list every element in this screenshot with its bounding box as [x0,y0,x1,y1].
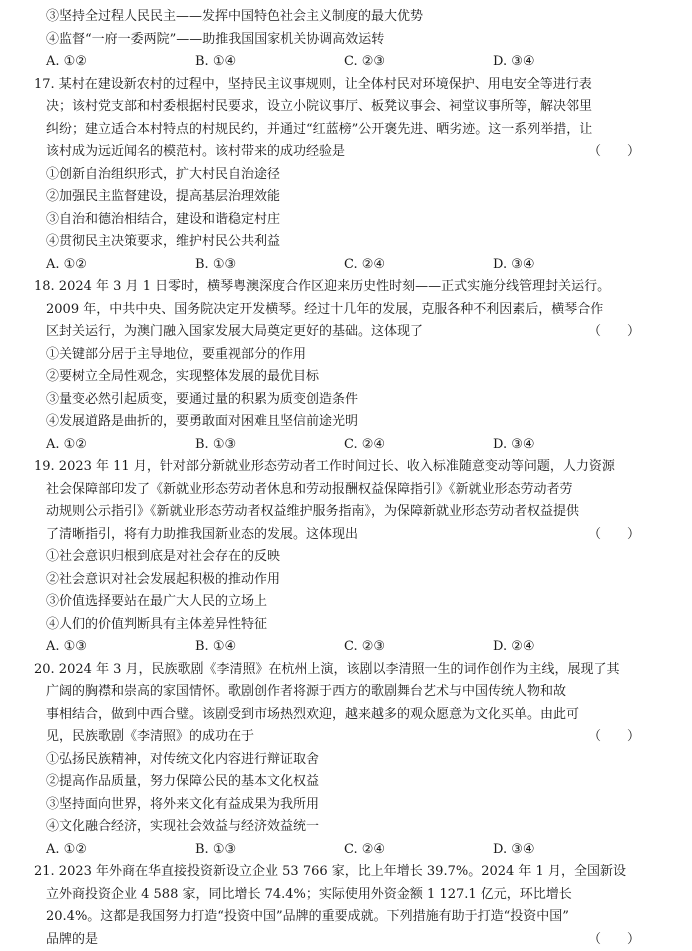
question-stem-line: 20.4%。这都是我国努力打造“投资中国”品牌的重要成就。下列措施有助于打造“投资中国” [34,906,658,929]
question-stem-text: 区封关运行，为澳门融入国家发展大局奠定更好的基础。这体现了 [46,321,423,344]
answer-choice[interactable]: D. ②④ [493,636,642,659]
question-stem-line [34,524,658,547]
answer-blank[interactable]: （ ） [588,929,658,951]
question-stem-text: 品牌的是 [46,929,98,951]
option-statement: ①社会意识归根到底是对社会存在的反映 [34,546,658,569]
option-statement: ④发展道路是曲折的，要勇敢面对困难且坚信前途光明 [34,411,658,434]
answer-blank[interactable]: （ ） [588,141,658,164]
answer-choice[interactable]: B. ①③ [195,254,344,277]
option-statement: ③价值选择要站在最广大人民的立场上 [34,591,658,614]
option-statement: ③坚持全过程人民民主——发挥中国特色社会主义制度的最大优势 [34,6,658,29]
option-statement: ④贯彻民主决策要求，维护村民公共利益 [34,231,658,254]
prev-question-tail [34,6,658,74]
answer-choices [34,254,658,277]
question-stem-line: 动规则公示指引》《新就业形态劳动者权益维护服务指南》，为保障新就业形态劳动者权益提供 [34,501,658,524]
option-statement: ②加强民主监督建设，提高基层治理效能 [34,186,658,209]
question-stem-line: 立外商投资企业 4 588 家，同比增长 74.4%；实际使用外资金额 1 127.1 亿元，环比增长 [34,884,658,907]
answer-choices [34,51,658,74]
answer-choice[interactable]: D. ③④ [493,254,642,277]
option-statement: ②要树立全局性观念，实现整体发展的最优目标 [34,366,658,389]
answer-choice[interactable]: A. ①② [46,434,195,457]
answer-choices [34,434,658,457]
question-stem-text: 见，民族歌剧《李清照》的成功在于 [46,726,254,749]
answer-choice[interactable]: B. ①③ [195,839,344,862]
question-stem-line [34,321,658,344]
answer-choice[interactable]: C. ②④ [344,254,493,277]
question-stem-line [34,726,658,749]
question-stem-line [34,141,658,164]
question-stem-line: 19. 2023 年 11 月，针对部分新就业形态劳动者工作时间过长、收入标准随意变动等问题，人力资源 [34,456,658,479]
answer-choice[interactable]: C. ②③ [344,636,493,659]
question-stem-line: 纠纷；建立适合本村特点的村规民约，并通过“红蓝榜”公开褒先进、晒劣迹。这一系列举措，让 [34,119,658,142]
option-statement: ①弘扬民族精神，对传统文化内容进行辩证取舍 [34,749,658,772]
answer-choice[interactable]: D. ③④ [493,434,642,457]
option-statement: ③坚持面向世界，将外来文化有益成果为我所用 [34,794,658,817]
question-19 [34,456,658,659]
question-18 [34,276,658,456]
answer-choice[interactable]: A. ①② [46,254,195,277]
option-statement: ④监督“一府一委两院”——助推我国国家机关协调高效运转 [34,29,658,52]
question-stem-line: 社会保障部印发了《新就业形态劳动者休息和劳动报酬权益保障指引》《新就业形态劳动者劳 [34,479,658,502]
question-stem-line: 20. 2024 年 3 月，民族歌剧《李清照》在杭州上演，该剧以李清照一生的词作创作为主线，展现了其 [34,659,658,682]
question-stem-line [34,929,658,951]
option-statement: ①关键部分居于主导地位，要重视部分的作用 [34,344,658,367]
answer-blank[interactable]: （ ） [588,524,658,547]
answer-choice[interactable]: B. ①④ [195,636,344,659]
question-stem-text: 了清晰指引，将有力助推我国新业态的发展。这体现出 [46,524,358,547]
question-stem-line: 决；该村党支部和村委根据村民要求，设立小院议事厅、板凳议事会、祠堂议事所等，解决邻里 [34,96,658,119]
answer-choice[interactable]: D. ③④ [493,839,642,862]
answer-choice[interactable]: C. ②④ [344,839,493,862]
option-statement: ④文化融合经济，实现社会效益与经济效益统一 [34,816,658,839]
answer-choice[interactable]: A. ①③ [46,636,195,659]
option-statement: ④人们的价值判断具有主体差异性特征 [34,614,658,637]
question-stem-line: 17. 某村在建设新农村的过程中，坚持民主议事规则，让全体村民对环境保护、用电安全等进行表 [34,74,658,97]
answer-choice[interactable]: D. ③④ [493,51,642,74]
option-statement: ②提高作品质量，努力保障公民的基本文化权益 [34,771,658,794]
question-stem-line: 广阔的胸襟和崇高的家国情怀。歌剧创作者将源于西方的歌剧舞台艺术与中国传统人物和故 [34,681,658,704]
answer-choices [34,636,658,659]
option-statement: ③量变必然引起质变，要通过量的积累为质变创造条件 [34,389,658,412]
question-stem-text: 该村成为远近闻名的模范村。该村带来的成功经验是 [46,141,345,164]
question-21 [34,861,658,951]
answer-blank[interactable]: （ ） [588,321,658,344]
question-20 [34,659,658,862]
answer-choice[interactable]: C. ②③ [344,51,493,74]
question-stem-line: 18. 2024 年 3 月 1 日零时，横琴粤澳深度合作区迎来历史性时刻——正式实施分线管理封关运行。 [34,276,658,299]
answer-choice[interactable]: B. ①③ [195,434,344,457]
option-statement: ②社会意识对社会发展起积极的推动作用 [34,569,658,592]
answer-choices [34,839,658,862]
question-stem-line: 2009 年，中共中央、国务院决定开发横琴。经过十几年的发展，克服各种不利因素后，横琴合作 [34,299,658,322]
option-statement: ③自治和德治相结合，建设和谐稳定村庄 [34,209,658,232]
answer-blank[interactable]: （ ） [588,726,658,749]
question-17 [34,74,658,277]
answer-choice[interactable]: A. ①② [46,839,195,862]
question-stem-line: 21. 2023 年外商在华直接投资新设立企业 53 766 家，比上年增长 39.7%。2024 年 1 月，全国新设 [34,861,658,884]
option-statement: ①创新自治组织形式，扩大村民自治途径 [34,164,658,187]
answer-choice[interactable]: C. ②④ [344,434,493,457]
answer-choice[interactable]: B. ①④ [195,51,344,74]
question-stem-line: 事相结合，做到中西合璧。该剧受到市场热烈欢迎，越来越多的观众愿意为文化买单。由此可 [34,704,658,727]
answer-choice[interactable]: A. ①② [46,51,195,74]
